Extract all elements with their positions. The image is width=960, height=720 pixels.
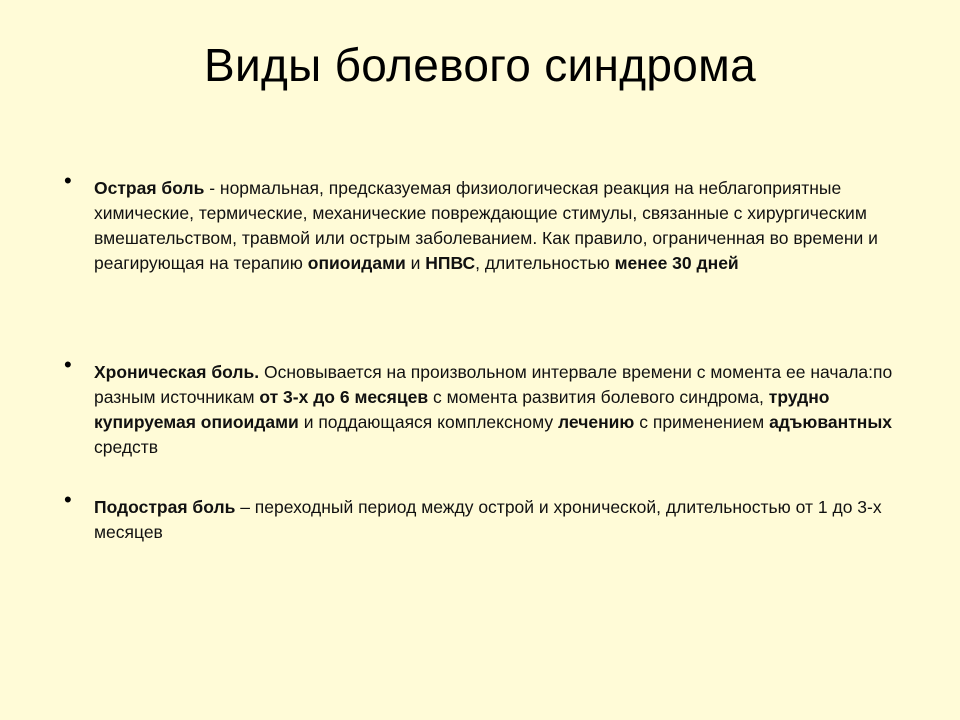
bold-run: опиоидами bbox=[307, 253, 406, 273]
text-run: - нормальная, предсказуемая физиологическая реакция на неблагоприятные химические, термические, механические повреждающие стимулы, связанные с хирургическим вмешательством, травмой или острым заболеванием. Как правило, ограниченная во времени и реагирующая на терапию bbox=[94, 178, 878, 273]
bold-run: трудно купируемая опиоидами bbox=[94, 387, 830, 432]
bullet-text bbox=[94, 495, 904, 545]
text-run: и поддающаяся комплексному bbox=[298, 412, 559, 432]
bold-run: Хроническая боль. bbox=[94, 362, 260, 382]
bullet-text bbox=[94, 176, 904, 276]
text-run: Основывается на произвольном интервале времени с момента ее начала:по разным источникам bbox=[94, 362, 893, 407]
bold-run: Острая боль bbox=[94, 178, 205, 198]
text-run: с момента развития болевого синдрома, bbox=[428, 387, 769, 407]
bold-run: Подострая боль bbox=[94, 497, 236, 517]
bold-run: лечению bbox=[558, 412, 635, 432]
bullet-dot-icon: • bbox=[64, 168, 72, 193]
text-run: и bbox=[405, 253, 426, 273]
bullet-subacute-pain bbox=[64, 487, 904, 545]
bullet-acute-pain bbox=[64, 168, 904, 276]
bullet-text bbox=[94, 360, 904, 460]
bold-run: адъювантных bbox=[769, 412, 893, 432]
bold-run: от 3-х до 6 месяцев bbox=[259, 387, 429, 407]
bullet-dot-icon: • bbox=[64, 352, 72, 377]
bold-run: НПВС bbox=[425, 253, 476, 273]
bullet-dot-icon: • bbox=[64, 487, 72, 512]
text-run: – переходный период между острой и хронической, длительностью от 1 до 3-х месяцев bbox=[94, 497, 882, 542]
bold-run: менее 30 дней bbox=[614, 253, 739, 273]
text-run: , длительностью bbox=[475, 253, 615, 273]
bullet-chronic-pain bbox=[64, 352, 904, 460]
text-run: средств bbox=[94, 437, 159, 457]
text-run: с применением bbox=[634, 412, 770, 432]
slide-title: Виды болевого синдрома bbox=[204, 39, 756, 91]
